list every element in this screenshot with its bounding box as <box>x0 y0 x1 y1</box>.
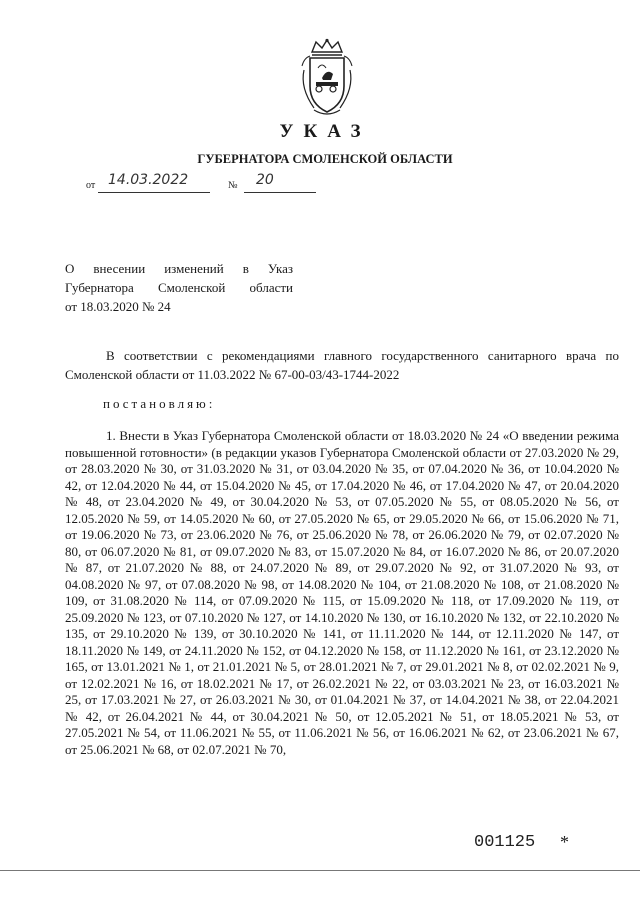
date-number-line <box>86 174 326 194</box>
resolve-keyword: постановляю: <box>103 396 216 411</box>
document-serial-number: 001125 <box>474 833 536 852</box>
handwritten-date: 14.03.2022 <box>108 172 189 188</box>
decree-subtitle: ГУБЕРНАТОРА СМОЛЕНСКОЙ ОБЛАСТИ <box>197 152 453 166</box>
number-underline <box>244 192 316 193</box>
preamble-paragraph: В соответствии с рекомендациями главного государственного санитарного врача по Смоленской области от 11.03.2022 № 67-00-03/43-1744-2022 <box>65 348 619 382</box>
date-label: от <box>86 180 96 191</box>
topic-line-1: О внесении изменений в Указ <box>65 261 293 276</box>
date-underline <box>98 192 210 193</box>
handwritten-number: 20 <box>256 172 274 188</box>
smolensk-coat-of-arms-icon <box>296 38 358 118</box>
page-bottom-divider <box>0 870 640 871</box>
clause-1-paragraph: 1. Внести в Указ Губернатора Смоленской области от 18.03.2020 № 24 «О введении режима повышенной готовности» (в редакции указов Губернатора Смоленской области от 27.03.2020 № 29, от 28.03.2020 № 30, от 31.03.2020 № 31, от 03.04.2020 № 35, от 07.04.2020 № 36, от 10.04.2020 № 42, от 12.04.2020 № 44, от 15.04.2020 № 45, от 17.04.2020 № 46, от 17.04.2020 № 47, от 20.04.2020 № 48, от 23.04.2020 № 49, от 30.04.2020 № 53, от 07.05.2020 № 55, от 08.05.2020 № 56, от 12.05.2020 № 59, от 14.05.2020 № 60, от 27.05.2020 № 65, от 29.05.2020 № 66, от 15.06.2020 № 71, от 19.06.2020 № 73, от 23.06.2020 № 76, от 25.06.2020 № 78, от 26.06.2020 № 79, от 02.07.2020 № 80, от 06.07.2020 № 81, от 09.07.2020 № 83, от 15.07.2020 № 84, от 16.07.2020 № 86, от 20.07.2020 № 87, от 21.07.2020 № 88, от 24.07.2020 № 89, от 29.07.2020 № 92, от 31.07.2020 № 93, от 04.08.2020 № 97, от 07.08.2020 № 98, от 14.08.2020 № 104, от 21.08.2020 № 108, от 21.08.2020 № 109, от 31.08.2020 № 114, от 07.09.2020 № 115, от 15.09.2020 № 118, от 17.09.2020 № 119, от 25.09.2020 № 123, от 07.10.2020 № 127, от 14.10.2020 № 130, от 16.10.2020 № 132, от 22.10.2020 № 135, от 29.10.2020 № 139, от 30.10.2020 № 141, от 11.11.2020 № 144, от 12.11.2020 № 147, от 18.11.2020 № 149, от 24.11.2020 № 152, от 04.12.2020 № 158, от 11.12.2020 № 161, от 23.12.2020 № 165, от 13.01.2021 № 1, от 21.01.2021 № 5, от 28.01.2021 № 7, от 29.01.2021 № 8, от 02.02.2021 № 9, от 12.02.2021 № 16, от 18.02.2021 № 17, от 26.02.2021 № 22, от 03.03.2021 № 23, от 16.03.2021 № 25, от 17.03.2021 № 27, от 26.03.2021 № 30, от 01.04.2021 № 37, от 14.04.2021 № 38, от 22.04.2021 № 42, от 26.04.2021 № 44, от 30.04.2021 № 50, от 12.05.2021 № 51, от 18.05.2021 № 53, от 27.05.2021 № 54, от 11.06.2021 № 55, от 11.06.2021 № 56, от 16.06.2021 № 62, от 23.06.2021 № 67, от 25.06.2021 № 68, от 02.07.2021 № 70, <box>65 428 619 757</box>
decree-topic <box>65 259 293 316</box>
topic-line-2: Губернатора Смоленской области <box>65 280 293 295</box>
decree-title: УКАЗ <box>279 121 371 142</box>
number-label: № <box>228 180 238 191</box>
topic-line-3: от 18.03.2020 № 24 <box>65 299 171 314</box>
serial-mark: * <box>560 832 569 852</box>
